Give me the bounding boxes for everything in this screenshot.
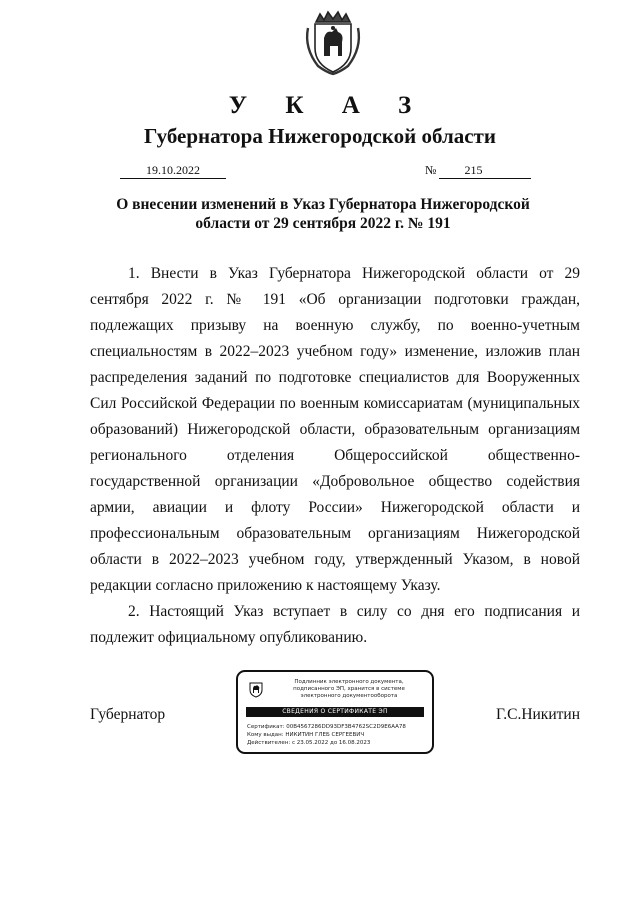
number-label: №	[425, 163, 437, 177]
signer-name: Г.С.Никитин	[496, 706, 580, 723]
document-body	[90, 261, 580, 651]
paragraph-1: 1. Внести в Указ Губернатора Нижегородской области от 29 сентября 2022 г. № 191 «Об организации подготовки граждан, подлежащих призыву на военную службу, по военно-учетным специальностям в 2022–2023 учебном году» изменение, изложив план распределения заданий по подготовке специалистов для Вооруженных Сил Российской Федерации по военным комиссариатам (муниципальных образований) Нижегородской области, образовательным организациям регионального отделения Общероссийской общественно-государственной организации «Добровольное общество содействия армии, авиации и флоту России» Нижегородской области и профессиональным образовательным организациям Нижегородской области в 2022–2023 учебном году, утвержденный Указом, в новой редакции согласно приложению к настоящему Указу.	[90, 265, 580, 594]
cert-label: Сертификат:	[247, 724, 285, 730]
stamp-notice: Подлинник электронного документа, подписанного ЭП, хранится в системе электронного документооборота	[293, 679, 405, 699]
date-value: 19.10.2022	[120, 163, 226, 179]
document-issuer: Губернатора Нижегородской области	[144, 124, 496, 148]
document-subject: О внесении изменений в Указ Губернатора Нижегородской области от 29 сентября 2022 г. № 191	[116, 196, 530, 232]
document-number	[425, 163, 531, 179]
owner-label: Кому выдан:	[247, 732, 284, 738]
stamp-owner-row	[247, 732, 364, 739]
digital-signature-stamp	[236, 670, 434, 754]
stamp-valid-row	[247, 740, 370, 747]
document-date	[120, 163, 226, 179]
stamp-emblem-icon	[248, 680, 264, 698]
valid-label: Действителен:	[247, 740, 291, 746]
stamp-header: СВЕДЕНИЯ О СЕРТИФИКАТЕ ЭП	[246, 707, 424, 717]
paragraph-2: 2. Настоящий Указ вступает в силу со дня его подписания и подлежит официальному опубликованию.	[90, 603, 580, 646]
stamp-cert-row	[247, 724, 406, 731]
signer-position: Губернатор	[90, 706, 166, 723]
coat-of-arms-icon	[302, 8, 364, 78]
cert-value: 00B4567286DD93DF3B4762SC2D9E6AA78	[286, 724, 406, 730]
owner-value: НИКИТИН ГЛЕБ СЕРГЕЕВИЧ	[285, 732, 365, 738]
valid-value: с 23.05.2022 до 16.08.2023	[292, 740, 371, 746]
number-value: 215	[439, 163, 531, 179]
document-title: У К А З	[228, 92, 428, 119]
